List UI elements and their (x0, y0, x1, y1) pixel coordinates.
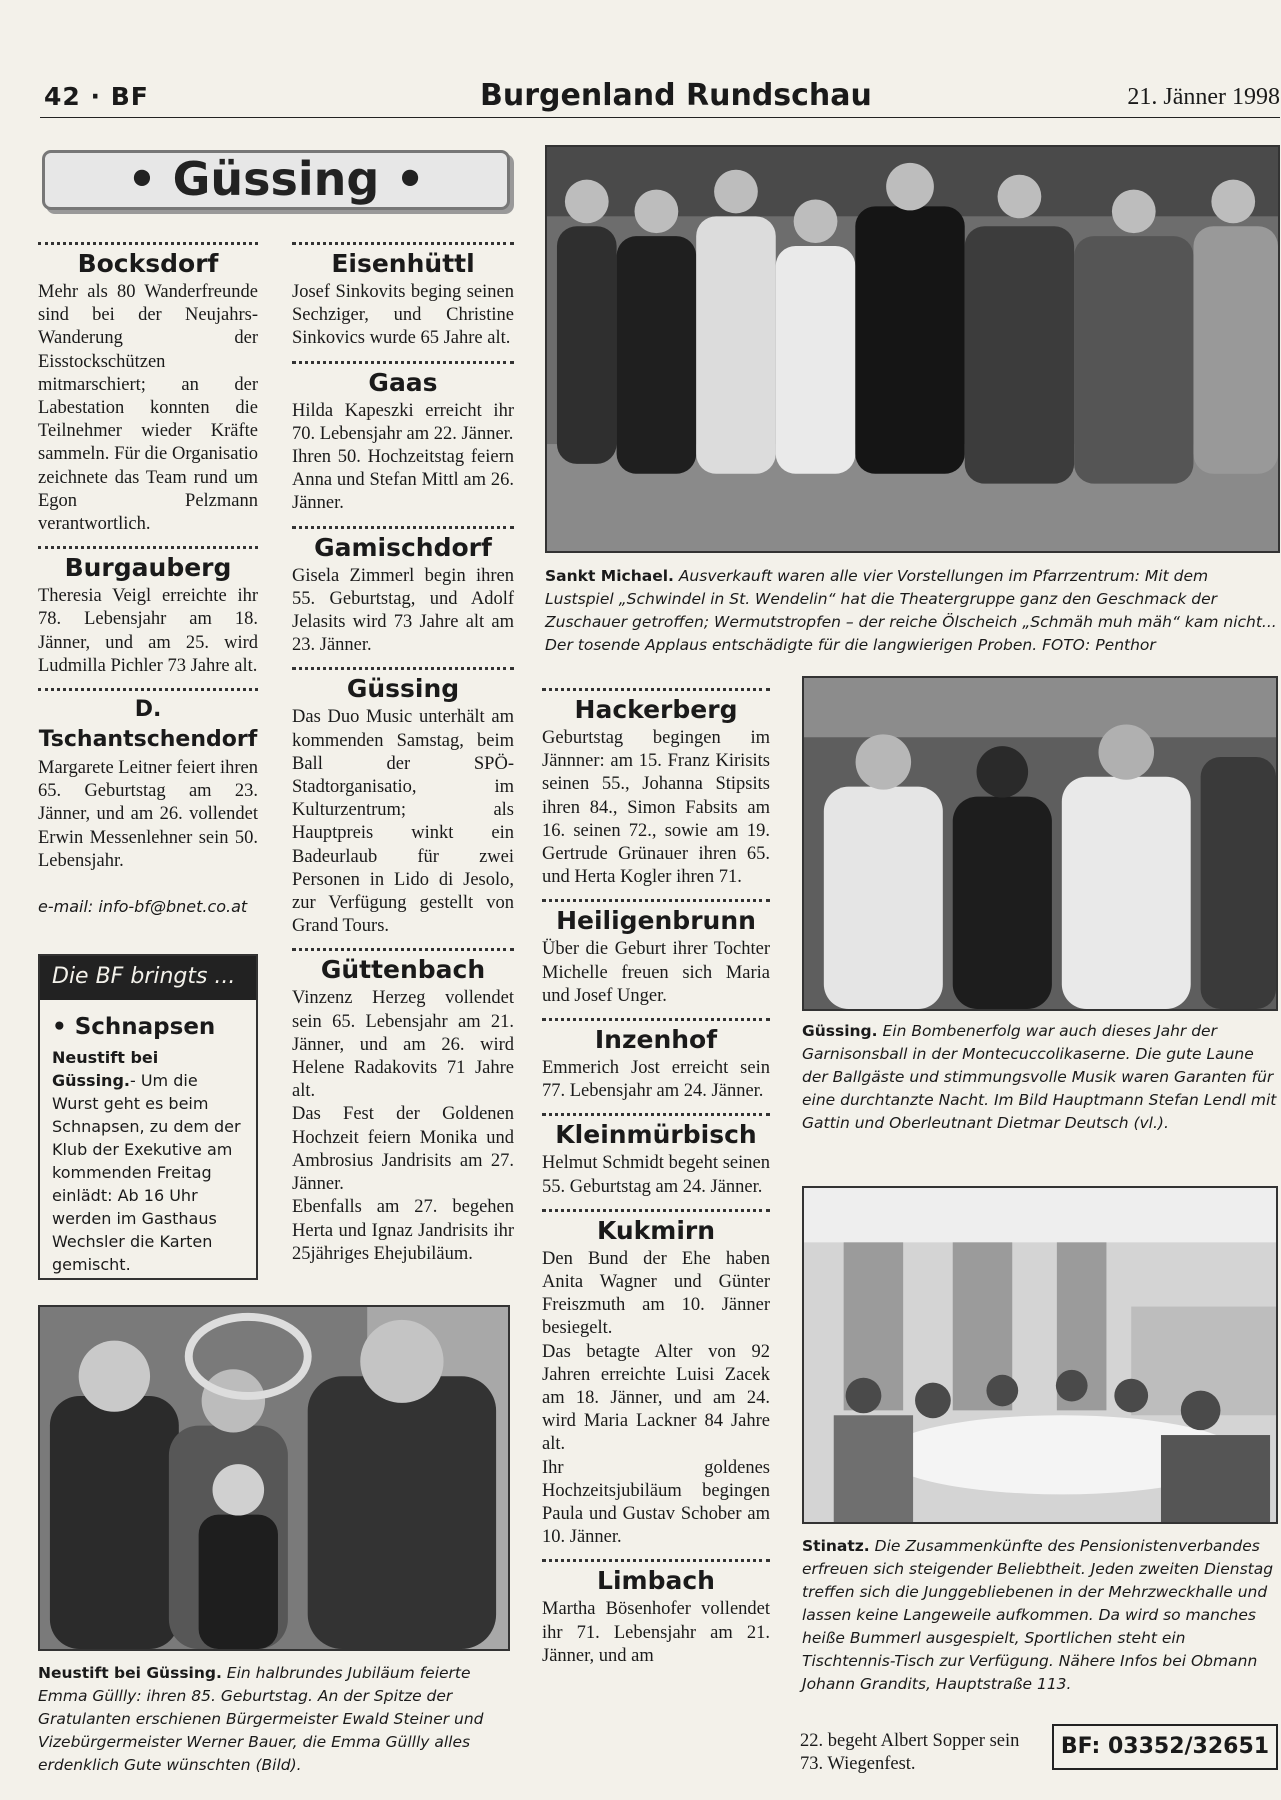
dotted-divider (292, 526, 514, 529)
dotted-divider (38, 242, 258, 245)
masthead (40, 78, 1280, 118)
photo-stinatz (802, 1186, 1278, 1524)
dotted-divider (292, 667, 514, 670)
article-heading: D. Tschantschendorf (38, 697, 258, 753)
caption-place: Neustift bei Güssing. (38, 1664, 222, 1682)
article-heading: Kleinmürbisch (555, 1120, 757, 1150)
article-text: Ebenfalls am 27. begehen Herta und Ignaz Jandrisits ihr 25jähriges Ehejubiläum. (292, 1197, 514, 1264)
caption-text: Die Zusammenkünfte des Pensionistenverbandes erfreuen sich steigender Beliebtheit. Jeden zweiten Dienstag treffen sich die Junggebliebenen in der Mehrzweckhalle und lassen keine Langeweile aufkommen. Da wird so manches heiße Bummerl ausgespielt, Sportlichen steht ein Tischtennis-Tisch zur Verfügung. Nähere Infos bei Obmann Johann Grandits, Hauptstraße 113. (802, 1537, 1274, 1693)
article-text: Das betagte Alter von 92 Jahren erreichte Luisi Zacek am 18. Jänner, und am 24. wird Maria Lackner 84 Jahre alt. (542, 1341, 770, 1455)
caption-text: Ausverkauft waren alle vier Vorstellungen im Pfarrzentrum: Mit dem Lustspiel „Schwindel in St. Wendelin“ hat die Theatergruppe ganz den Geschmack der Zuschauer getroffen; Wermutstropfen – der reiche Ölscheich „Schmäh muh mäh“ kam nicht... Der tosende Applaus entschädigte für die langwierigen Proben. FOTO: Penthor (545, 567, 1277, 654)
box-body-text: - Um die Wurst geht es beim Schnapsen, zu dem der Klub der Exekutive am kommenden Freitag einlädt: Ab 16 Uhr werden im Gasthaus Wechsler die Karten gemischt. (52, 1071, 241, 1274)
continued-text: 22. begeht Albert Sopper sein 73. Wiegenfest. (800, 1731, 1020, 1774)
box-title: • Schnapsen (52, 1014, 216, 1040)
article-text: Helmut Schmidt begeht seinen 55. Geburtstag am 24. Jänner. (542, 1153, 770, 1197)
article-text: Vinzenz Herzeg vollendet sein 65. Lebensjahr am 21. Jänner, und am 26. wird Helene Radakovits 71 Jahre alt. (292, 988, 514, 1102)
article-text: Margarete Leitner feiert ihren 65. Geburtstag am 23. Jänner, und am 26. vollendet Erwin Messenlehner sein 50. Lebensjahr. (38, 758, 258, 871)
caption-stinatz (802, 1535, 1278, 1696)
article-heading: Gaas (368, 367, 438, 397)
caption-neustift (38, 1662, 510, 1777)
box-header: Die BF bringts ... (40, 956, 256, 1000)
article-text: Theresia Veigl erreichte ihr 78. Lebensjahr am 18. Jänner, und am 25. wird Ludmilla Pichler 73 Jahre alt. (38, 586, 258, 676)
article-text: Ihren 50. Hochzeitstag feiern Anna und Stefan Mittl am 26. Jänner. (292, 447, 514, 514)
article-heading: Inzenhof (594, 1025, 718, 1055)
article-text: Martha Bösenhofer vollendet ihr 71. Lebensjahr am 21. Jänner, und am (542, 1599, 770, 1666)
dotted-divider (292, 948, 514, 951)
dotted-divider (542, 1209, 770, 1212)
dotted-divider (542, 1559, 770, 1562)
article-text: Geburtstag begingen im Jännner: am 15. Franz Kirisits seinen 55., Johanna Stipsits ihren 84., Simon Fabsits am 16. seinen 72., sowie am 19. Gertrude Grünauer ihren 65. und Herta Kogler ihren 71. (542, 728, 770, 888)
contact-email[interactable]: e-mail: info-bf@bnet.co.at (38, 897, 248, 917)
page-number: 42 · BF (44, 82, 149, 111)
column-1 (38, 242, 258, 916)
photo-sankt-michael (545, 145, 1280, 553)
column-2 (292, 242, 514, 1276)
article (292, 526, 514, 658)
dotted-divider (542, 1113, 770, 1116)
article-text: Emmerich Jost erreicht sein 77. Lebensjahr am 24. Jänner. (542, 1058, 770, 1102)
article (292, 948, 514, 1265)
box-place: Neustift bei Güssing. (52, 1048, 159, 1090)
article (292, 667, 514, 938)
dotted-divider (292, 242, 514, 245)
article (542, 1209, 770, 1550)
dotted-divider (38, 546, 258, 549)
caption-place: Stinatz. (802, 1537, 870, 1555)
article-heading: Eisenhüttl (331, 249, 475, 278)
phone-box: BF: 03352/32651 (1052, 1724, 1278, 1770)
bf-bringts-box (38, 954, 258, 1280)
article-heading: Burgauberg (64, 553, 232, 583)
paper-title: Burgenland Rundschau (480, 78, 872, 113)
dotted-divider (542, 688, 770, 691)
article (542, 899, 770, 1008)
article (292, 361, 514, 516)
dotted-divider (292, 361, 514, 364)
article (542, 688, 770, 889)
article (38, 242, 258, 536)
article-text: Hilda Kapeszki erreicht ihr 70. Lebensjahr am 22. Jänner. (292, 400, 514, 444)
article-heading: Heiligenbrunn (556, 906, 756, 936)
section-banner (42, 150, 510, 210)
photo-guessing-ball (802, 676, 1278, 1011)
caption-place: Güssing. (802, 1022, 878, 1040)
column-3 (542, 688, 770, 1678)
section-title: • Güssing • (127, 152, 425, 206)
article-heading: Güttenbach (320, 955, 486, 985)
article (542, 1113, 770, 1198)
caption-text: Ein halbrundes Jubiläum feierte Emma Güllly: ihren 85. Geburtstag. An der Spitze der Gratulanten erschienen Bürgermeister Ewald Steiner und Vizebürgermeister Werner Bauer, die Emma Güllly alles erdenklich Gute wünschten (Bild). (38, 1664, 484, 1774)
caption-sankt-michael (545, 565, 1280, 657)
issue-date: 21. Jänner 1998 (1127, 84, 1280, 110)
article (38, 688, 258, 873)
box-text (52, 1046, 244, 1276)
dotted-divider (38, 688, 258, 691)
article-text: Ihr goldenes Hochzeitsjubiläum begingen Paula und Gustav Schober am 10. Jänner. (542, 1457, 770, 1548)
article (542, 1018, 770, 1103)
article-text: Gisela Zimmerl begin ihren 55. Geburtstag, und Adolf Jelasits wird 73 Jahre alt am 23. Jänner. (292, 565, 514, 656)
article (292, 242, 514, 351)
article (542, 1559, 770, 1668)
dotted-divider (542, 1018, 770, 1021)
caption-guessing (802, 1020, 1278, 1135)
article (38, 546, 258, 678)
article-heading: Bocksdorf (77, 249, 219, 278)
article-text: Mehr als 80 Wanderfreunde sind bei der Neujahrs-Wanderung der Eisstockschützen mitmarschiert; an der Labestation konnten die Teilnehmer wieder Kräfte sammeln. Für die Organisatio zeichnete das Team rund um Egon Pelzmann verantwortlich. (38, 282, 258, 535)
article-heading: Güssing (346, 674, 460, 704)
article-heading: Hackerberg (574, 695, 738, 724)
caption-text: Ein Bombenerfolg war auch dieses Jahr der Garnisonsball in der Montecuccolikaserne. Die gute Laune der Ballgäste und stimmungsvolle Musik waren Garanten für eine durchtanzte Nacht. Im Bild Hauptmann Stefan Lendl mit Gattin und Oberleutnant Dietmar Deutsch (vl.). (802, 1022, 1277, 1132)
article-heading: Gamischdorf (314, 532, 492, 562)
article-text: Das Fest der Goldenen Hochzeit feiern Monika und Ambrosius Jandrisits am 27. Jänner. (292, 1104, 514, 1195)
caption-place: Sankt Michael. (545, 567, 674, 585)
article-text: Den Bund der Ehe haben Anita Wagner und Günter Freiszmuth am 10. Jänner besiegelt. (542, 1248, 770, 1339)
article-text: Josef Sinkovits beging seinen Sechziger, und Christine Sinkovics wurde 65 Jahre alt. (292, 282, 514, 349)
photo-neustift (38, 1305, 510, 1651)
dotted-divider (542, 899, 770, 902)
article-text: Über die Geburt ihrer Tochter Michelle freuen sich Maria und Josef Unger. (542, 939, 770, 1006)
article-heading: Kukmirn (596, 1215, 716, 1245)
article-heading: Limbach (597, 1566, 715, 1596)
article-text: Das Duo Music unterhält am kommenden Samstag, beim Ball der SPÖ-Stadtorganisatio, im Kulturzentrum; als Hauptpreis winkt ein Badeurlaub für zwei Personen in Lido di Jesolo, zur Verfügung gestellt von Grand Tours. (292, 707, 514, 937)
